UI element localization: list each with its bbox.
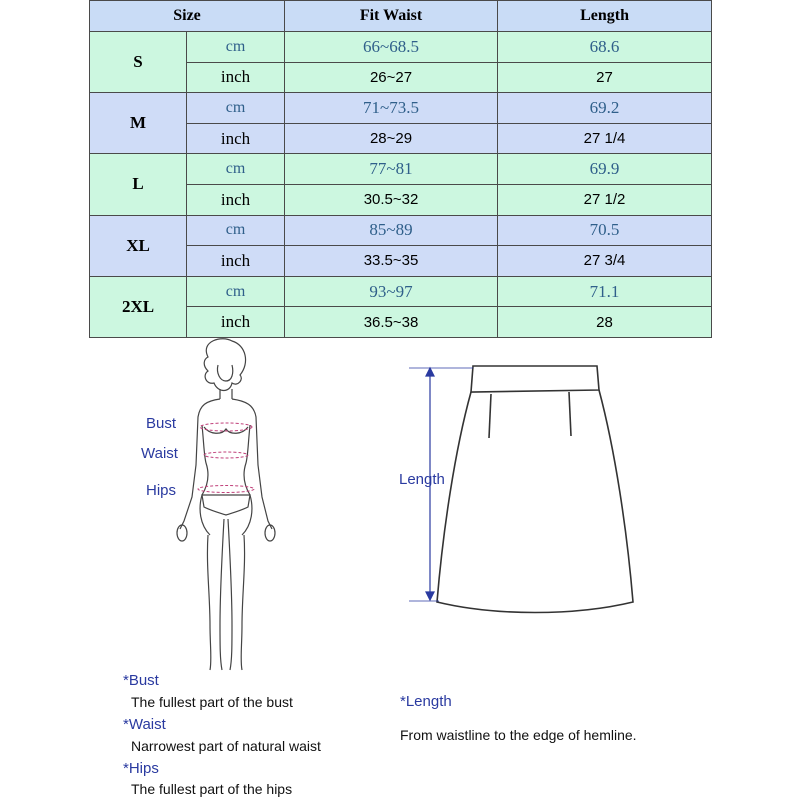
size-label: S bbox=[90, 32, 187, 93]
table-row bbox=[90, 93, 712, 124]
unit-inch: inch bbox=[187, 62, 285, 93]
table-row bbox=[90, 154, 712, 185]
length-inch: 27 1/2 bbox=[498, 184, 712, 215]
waist-cm: 77~81 bbox=[285, 154, 498, 185]
unit-inch: inch bbox=[187, 123, 285, 154]
length-cm: 71.1 bbox=[498, 276, 712, 307]
length-inch: 28 bbox=[498, 307, 712, 338]
body-figure-illustration bbox=[170, 335, 280, 675]
length-note-text: From waistline to the edge of hemline. bbox=[400, 727, 637, 743]
bust-label: Bust bbox=[146, 415, 177, 432]
header-size: Size bbox=[90, 1, 285, 32]
bust-note-title: *Bust bbox=[123, 672, 159, 689]
hips-label: Hips bbox=[146, 482, 177, 499]
length-inch: 27 3/4 bbox=[498, 246, 712, 277]
unit-inch: inch bbox=[187, 184, 285, 215]
waist-note-title: *Waist bbox=[123, 716, 166, 733]
length-inch: 27 bbox=[498, 62, 712, 93]
size-chart-table bbox=[89, 0, 712, 338]
waist-inch: 26~27 bbox=[285, 62, 498, 93]
waist-inch: 28~29 bbox=[285, 123, 498, 154]
length-cm: 68.6 bbox=[498, 32, 712, 63]
waist-note-text: Narrowest part of natural waist bbox=[131, 738, 321, 754]
waist-cm: 93~97 bbox=[285, 276, 498, 307]
unit-cm: cm bbox=[187, 93, 285, 124]
waist-cm: 71~73.5 bbox=[285, 93, 498, 124]
unit-inch: inch bbox=[187, 307, 285, 338]
waist-inch: 33.5~35 bbox=[285, 246, 498, 277]
size-label: XL bbox=[90, 215, 187, 276]
hips-note-title: *Hips bbox=[123, 760, 159, 777]
header-fit-waist: Fit Waist bbox=[285, 1, 498, 32]
unit-cm: cm bbox=[187, 276, 285, 307]
table-row bbox=[90, 215, 712, 246]
length-note-title: *Length bbox=[400, 693, 452, 710]
waist-inch: 36.5~38 bbox=[285, 307, 498, 338]
waist-measure-line bbox=[204, 452, 248, 458]
hips-measure-line bbox=[198, 486, 254, 493]
length-cm: 70.5 bbox=[498, 215, 712, 246]
waist-label: Waist bbox=[141, 445, 178, 462]
header-length: Length bbox=[498, 1, 712, 32]
length-inch: 27 1/4 bbox=[498, 123, 712, 154]
length-label: Length bbox=[399, 471, 445, 488]
hips-note-text: The fullest part of the hips bbox=[131, 781, 293, 797]
unit-inch: inch bbox=[187, 246, 285, 277]
size-label: M bbox=[90, 93, 187, 154]
unit-cm: cm bbox=[187, 154, 285, 185]
bust-note-text: The fullest part of the bust bbox=[131, 694, 293, 710]
unit-cm: cm bbox=[187, 32, 285, 63]
length-cm: 69.2 bbox=[498, 93, 712, 124]
waist-cm: 66~68.5 bbox=[285, 32, 498, 63]
unit-cm: cm bbox=[187, 215, 285, 246]
table-row bbox=[90, 276, 712, 307]
table-header-row bbox=[90, 1, 712, 32]
waist-inch: 30.5~32 bbox=[285, 184, 498, 215]
table-row bbox=[90, 32, 712, 63]
length-cm: 69.9 bbox=[498, 154, 712, 185]
skirt-illustration bbox=[395, 360, 645, 620]
size-label: L bbox=[90, 154, 187, 215]
waist-cm: 85~89 bbox=[285, 215, 498, 246]
size-label: 2XL bbox=[90, 276, 187, 337]
